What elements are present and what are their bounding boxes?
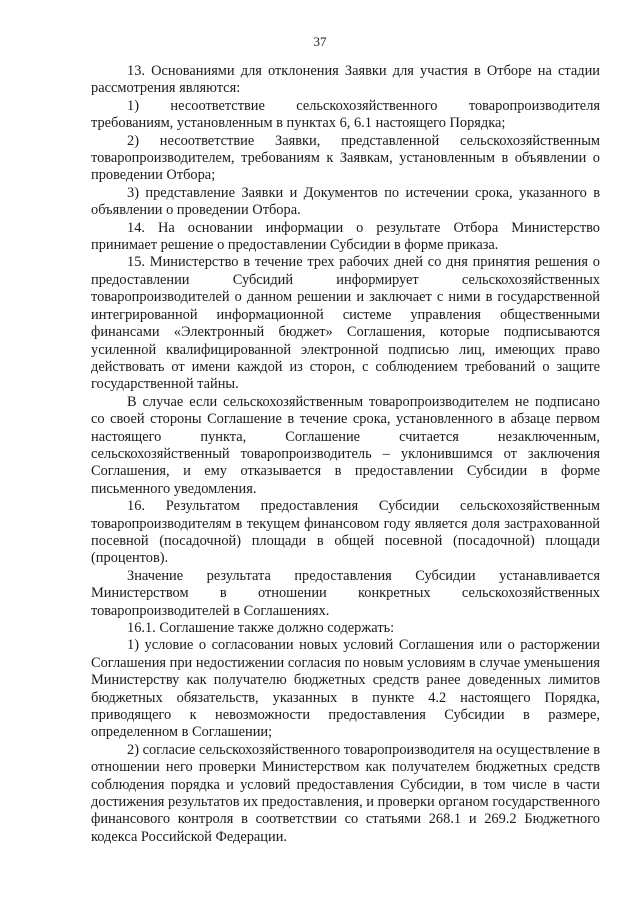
paragraph-16-1: 16.1. Соглашение также должно содержать: bbox=[127, 620, 395, 636]
paragraph-13: 13. Основаниями для отклонения Заявки для участия в Отборе на стадии рассмотрения являются: bbox=[91, 63, 600, 97]
paragraph-15-abzac-2: В случае если сельскохозяйственным товаропроизводителем не подписано со своей стороны Соглашение в течение срока, установленного в абзаце первом настоящего пункта, Соглашение считается незаключенным, сельскохозяйственный товаропроизводитель – уклонившимся от заключения Соглашения, и ему отказывается в предоставлении Субсидии в форме письменного уведомления. bbox=[91, 393, 600, 497]
paragraph-16-1-item-2: 2) согласие сельскохозяйственного товаропроизводителя на осуществление в отношении него проверки Министерством как получателем бюджетных средств соблюдения порядка и условий предоставления Субсидии, в том числе в части достижения результатов их предоставления, и проверки органом государственного финансового контроля в соответствии со статьями 268.1 и 269.2 Бюджетного кодекса Российской Федерации. bbox=[91, 741, 600, 845]
paragraph-13-item-2: 2) несоответствие Заявки, представленной сельскохозяйственным товаропроизводителем, требованиям к Заявкам, установленным в объявлении о проведении Отбора; bbox=[91, 132, 600, 184]
paragraph-16-1-item-1: 1) условие о согласовании новых условий Соглашения или о расторжении Соглашения при недостижении согласия по новым условиям в случае уменьшения Министерству как получателю бюджетных средств ранее доведенных лимитов бюджетных обязательств, указанных в пункте 4.2 настоящего Порядка, приводящего к невозможности предоставления Субсидии в размере, определенном в Соглашении; bbox=[91, 637, 600, 741]
paragraph-13-item-3: 3) представление Заявки и Документов по истечении срока, указанного в объявлении о проведении Отбора. bbox=[91, 184, 600, 219]
paragraph-16: 16. Результатом предоставления Субсидии сельскохозяйственным товаропроизводителям в текущем финансовом году является доля застрахованной посевной (посадочной) площади в общей посевной (посадочной) площади (процентов). bbox=[91, 498, 600, 567]
document-body bbox=[91, 63, 600, 846]
paragraph-14: 14. На основании информации о результате Отбора Министерство принимает решение о предоставлении Субсидии в форме приказа. bbox=[91, 219, 600, 254]
paragraph-16-abzac-2: Значение результата предоставления Субсидии устанавливается Министерством в отношении конкретных сельскохозяйственных товаропроизводителей в Соглашениях. bbox=[91, 567, 600, 619]
paragraph-13-item-1: 1) несоответствие сельскохозяйственного товаропроизводителя требованиям, установленным в пунктах 6, 6.1 настоящего Порядка; bbox=[91, 97, 600, 132]
page-number: 37 bbox=[313, 34, 327, 49]
paragraph-15: 15. Министерство в течение трех рабочих дней со дня принятия решения о предоставлении Субсидий информирует сельскохозяйственных товаропроизводителей о данном решении и заключает с ними в государственной интегрированной информационной системе управления общественными финансами «Электронный бюджет» Соглашения, которые подписываются усиленной квалифицированной электронной подписью лиц, имеющих право действовать от имени каждой из сторон, с соблюдением требований о защите государственной тайны. bbox=[91, 254, 600, 393]
